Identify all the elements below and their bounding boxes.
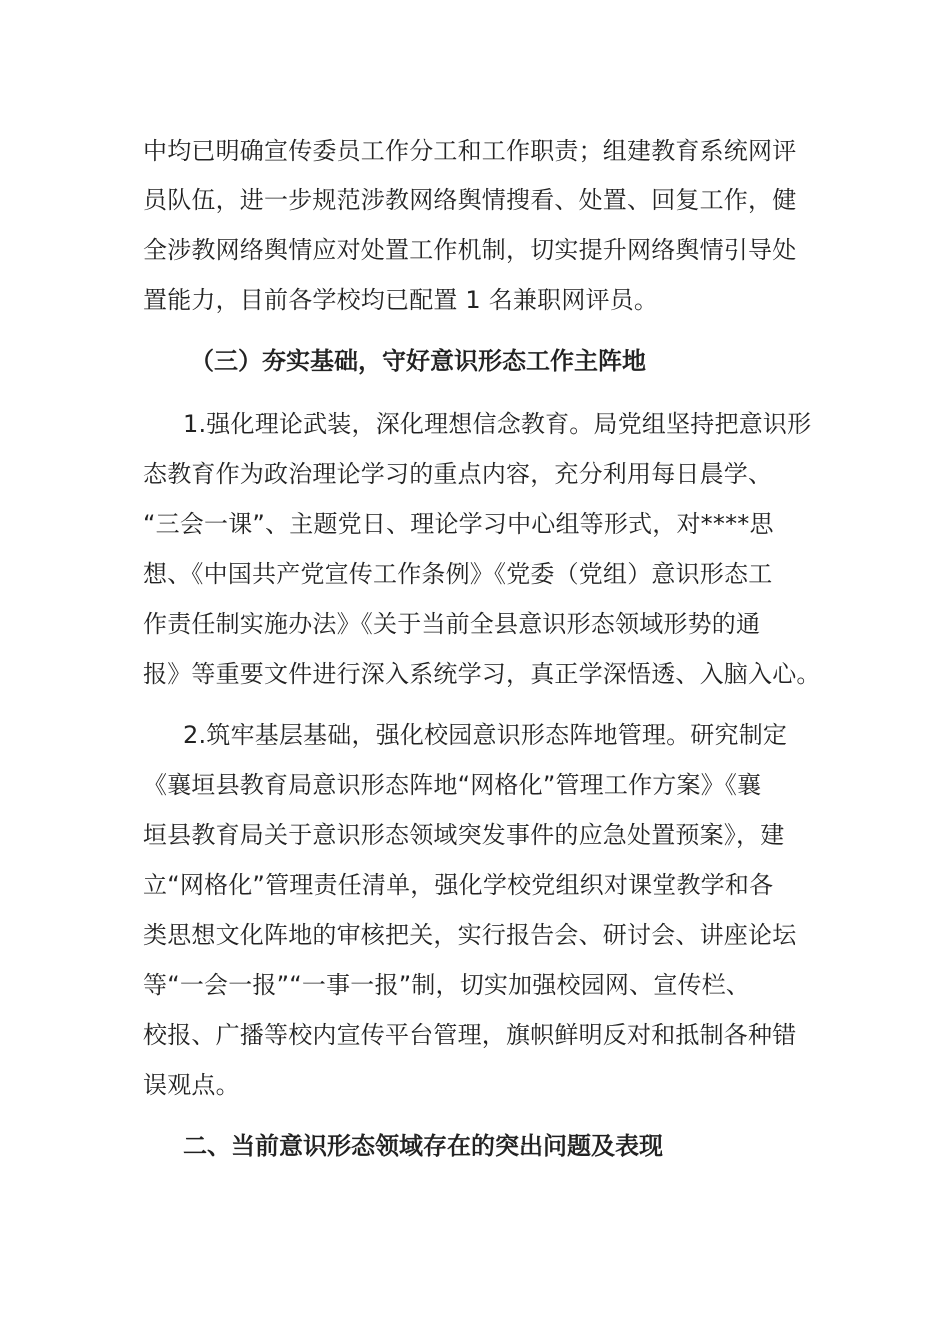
section-heading-2: 二、当前意识形态领域存在的突出问题及表现	[183, 1132, 663, 1160]
paragraph-line: 1.强化理论武装，深化理想信念教育。局党组坚持把意识形	[183, 410, 812, 438]
paragraph-line: 全涉教网络舆情应对处置工作机制，切实提升网络舆情引导处	[143, 236, 797, 264]
paragraph-line: 立“网格化”管理责任清单，强化学校党组织对课堂教学和各	[143, 871, 774, 899]
paragraph-line: 态教育作为政治理论学习的重点内容，充分利用每日晨学、	[143, 460, 773, 488]
paragraph-line: 报》等重要文件进行深入系统学习，真正学深悟透、入脑入心。	[143, 660, 821, 688]
paragraph-line: 垣县教育局关于意识形态领域突发事件的应急处置预案》，建	[143, 821, 785, 849]
paragraph-line: 作责任制实施办法》《关于当前全县意识形态领域形势的通	[143, 610, 761, 638]
paragraph-line: “三会一课”、主题党日、理论学习中心组等形式，对****思	[143, 510, 774, 538]
paragraph-line: 员队伍，进一步规范涉教网络舆情搜看、处置、回复工作，健	[143, 186, 797, 214]
paragraph-line: 校报、广播等校内宣传平台管理，旗帜鲜明反对和抵制各种错	[143, 1021, 797, 1049]
paragraph-line: 误观点。	[143, 1071, 240, 1099]
paragraph-line: 等“一会一报”“一事一报”制，切实加强校园网、宣传栏、	[143, 971, 751, 999]
paragraph-line: 《襄垣县教育局意识形态阵地“网格化”管理工作方案》《襄	[143, 771, 762, 799]
paragraph-line: 中均已明确宣传委员工作分工和工作职责；组建教育系统网评	[143, 137, 797, 165]
paragraph-line: 类思想文化阵地的审核把关，实行报告会、研讨会、讲座论坛	[143, 921, 797, 949]
paragraph-line: 想、《中国共产党宣传工作条例》《党委（党组）意识形态工	[143, 560, 773, 588]
paragraph-line: 置能力，目前各学校均已配置 1 名兼职网评员。	[143, 286, 659, 314]
section-heading-3: （三）夯实基础，守好意识形态工作主阵地	[190, 347, 646, 375]
paragraph-line: 2.筑牢基层基础，强化校园意识形态阵地管理。研究制定	[183, 721, 788, 749]
